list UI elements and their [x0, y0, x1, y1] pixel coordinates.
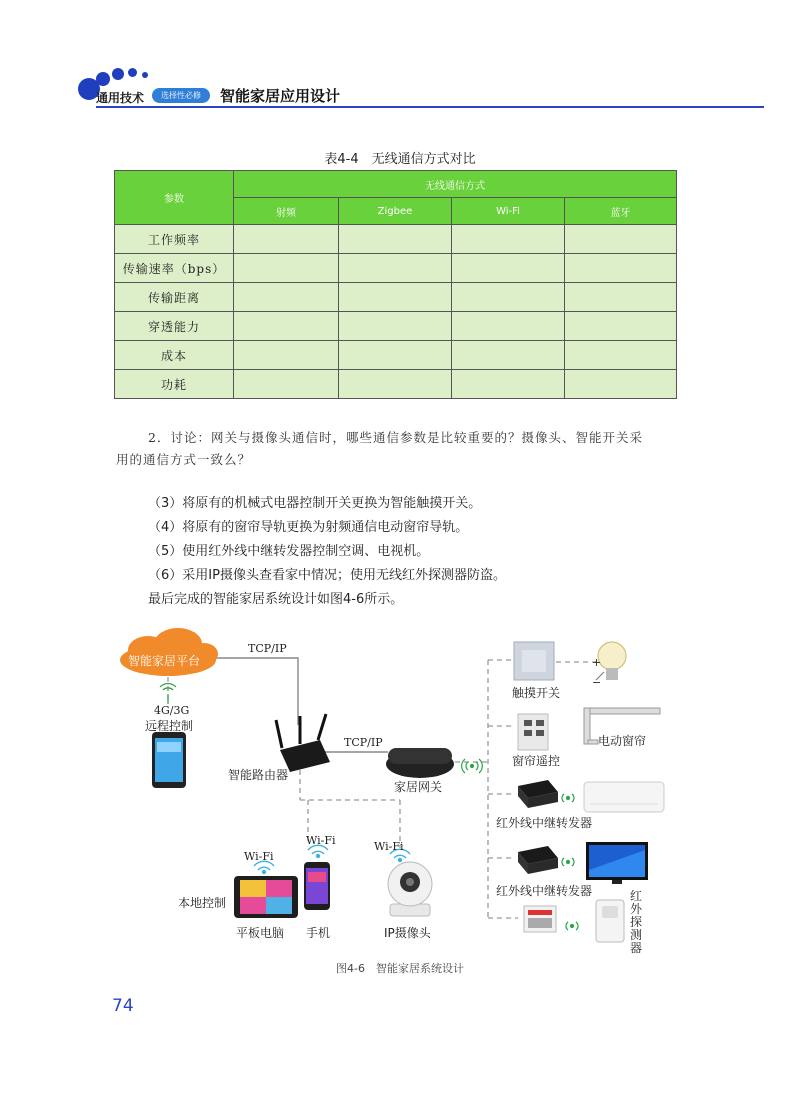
tcpip-top-label: TCP/IP [248, 642, 287, 655]
wifi-signal-icon [462, 759, 483, 773]
remote-control-label: 远程控制 [145, 719, 194, 733]
alarm-panel-icon [524, 906, 556, 932]
param-header: 参数 [115, 171, 234, 225]
cloud-label: 智能家居平台 [128, 654, 201, 668]
table-caption: 表4-4 无线通信方式对比 [324, 152, 476, 167]
final-line: 最后完成的智能家居系统设计如图4-6所示。 [148, 592, 404, 607]
step-item: （5）使用红外线中继转发器控制空调、电视机。 [148, 544, 430, 559]
wifi-icon [254, 861, 274, 873]
curtain-remote-icon [518, 714, 548, 750]
col-header: Wi-Fi [452, 198, 565, 225]
table-row [115, 225, 677, 254]
wifi-signal-icon [566, 922, 578, 930]
row-label: 传输速率（bps） [115, 254, 234, 283]
local-phone-icon [304, 862, 330, 910]
table-row [115, 254, 677, 283]
local-control-label: 本地控制 [178, 896, 227, 910]
tcpip-mid-label: TCP/IP [344, 736, 383, 749]
minus-label: − [592, 676, 602, 689]
wifi-label: Wi-Fi [244, 850, 274, 863]
ir-detector-icon [596, 900, 624, 942]
air-conditioner-icon [584, 782, 664, 812]
touch-switch-label: 触摸开关 [512, 686, 561, 700]
group-header: 无线通信方式 [234, 171, 677, 198]
ir-repeater-icon [518, 780, 558, 808]
step-item: （4）将原有的窗帘导轨更换为射频通信电动窗帘导轨。 [148, 520, 469, 535]
table-row [115, 341, 677, 370]
header-book-title: 智能家居应用设计 [220, 87, 341, 105]
table-row [115, 312, 677, 341]
gateway-label: 家居网关 [394, 780, 443, 794]
header-series: 通用技术 [96, 91, 145, 105]
table-row [115, 370, 677, 399]
row-label: 传输距离 [115, 283, 234, 312]
page-number: 74 [112, 996, 134, 1016]
header-badge: 选择性必修 [152, 88, 210, 103]
row-label: 功耗 [115, 370, 234, 399]
router-icon [276, 714, 330, 772]
table-row [115, 283, 677, 312]
net-4g-label: 4G/3G [154, 704, 190, 717]
ir-repeater-icon [518, 846, 558, 874]
comparison-table [114, 170, 677, 399]
ir-repeater-label: 红外线中继转发器 [496, 816, 593, 830]
gateway-icon [386, 748, 454, 778]
col-header: Zigbee [339, 198, 452, 225]
phone-label: 手机 [306, 926, 331, 940]
plus-label: + [592, 656, 602, 669]
ip-camera-icon [388, 862, 432, 916]
row-label: 工作频率 [115, 225, 234, 254]
remote-phone-icon [152, 732, 186, 788]
tablet-label: 平板电脑 [236, 926, 285, 940]
tablet-icon [234, 876, 298, 918]
col-header: 射频 [234, 198, 339, 225]
wifi-label: Wi-Fi [374, 840, 404, 853]
wifi-signal-icon [562, 794, 574, 802]
discussion-line-1: 2．讨论：网关与摄像头通信时，哪些通信参数是比较重要的？摄像头、智能开关采 [148, 430, 643, 445]
ip-camera-label: IP摄像头 [384, 926, 431, 940]
discussion-line-2: 用的通信方式一致么？ [116, 452, 252, 467]
curtain-remote-label: 窗帘遥控 [512, 754, 561, 768]
touch-switch-icon [514, 642, 554, 680]
router-label: 智能路由器 [228, 768, 289, 782]
row-label: 穿透能力 [115, 312, 234, 341]
curtain-label: 电动窗帘 [598, 734, 647, 748]
col-header: 蓝牙 [565, 198, 677, 225]
wifi-label: Wi-Fi [306, 834, 336, 847]
figure-caption: 图4-6 智能家居系统设计 [336, 962, 464, 975]
ir-detector-label: 红外探测器 [630, 889, 643, 955]
ir-repeater-label: 红外线中继转发器 [496, 884, 593, 898]
tv-icon [586, 842, 648, 884]
step-item: （3）将原有的机械式电器控制开关更换为智能触摸开关。 [148, 496, 482, 511]
wifi-signal-icon [562, 858, 574, 866]
header-rule [96, 106, 764, 108]
row-label: 成本 [115, 341, 234, 370]
step-item: （6）采用IP摄像头查看家中情况；使用无线红外探测器防盗。 [148, 568, 506, 583]
wifi-icon [308, 845, 328, 857]
